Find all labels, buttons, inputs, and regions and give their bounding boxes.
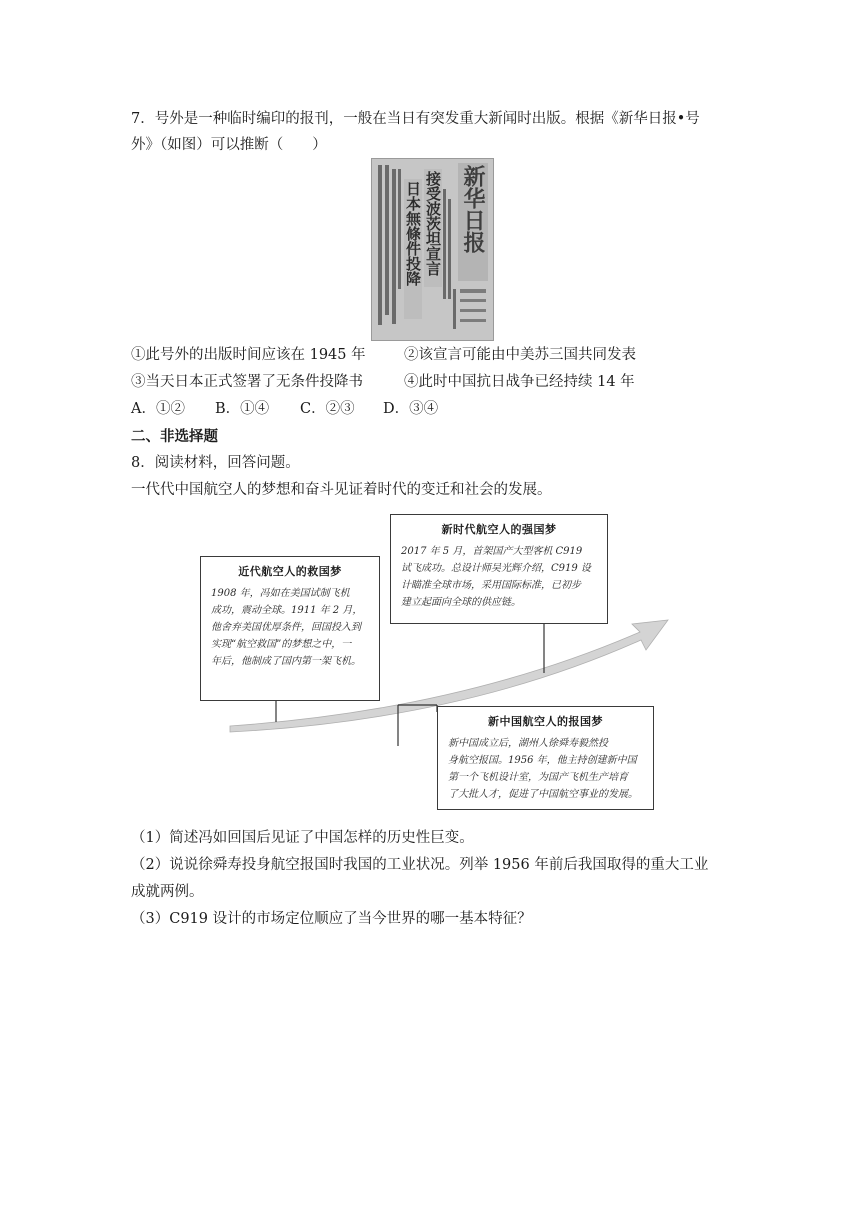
q7-stem-line1: 7．号外是一种临时编印的报刊，一般在当日有突发重大新闻时出版。根据《新华日报•号 bbox=[131, 111, 700, 127]
box-modern-line: 成功，震动全球。1911 年 2 月， bbox=[211, 605, 363, 616]
box-new-era-aviation bbox=[390, 514, 608, 624]
box-new-era-line: 计瞄准全球市场，采用国际标准，已初步 bbox=[401, 580, 581, 591]
box-prc-aviation bbox=[437, 706, 654, 810]
timeline-diagram bbox=[200, 514, 680, 814]
q7-item-3: ③当天日本正式签署了无条件投降书 bbox=[131, 374, 363, 390]
q7-option-a: A．①② bbox=[131, 401, 185, 417]
newspaper-headline-1: 接受波茨坦宣言 bbox=[424, 171, 442, 276]
box-prc-line: 第一个飞机设计室，为国产飞机生产培育 bbox=[448, 772, 628, 783]
newspaper-headline-2: 日本無條件投降 bbox=[404, 181, 422, 286]
newspaper-masthead: 新华日报 bbox=[460, 165, 486, 253]
q8-sub-1: （1）简述冯如回国后见证了中国怎样的历史性巨变。 bbox=[131, 830, 474, 846]
box-new-era-title: 新时代航空人的强国梦 bbox=[441, 523, 557, 536]
box-modern-line: 年后，他制成了国内第一架飞机。 bbox=[211, 656, 361, 667]
q7-option-b: B．①④ bbox=[215, 401, 270, 417]
q7-item-1: ①此号外的出版时间应该在 1945 年 bbox=[131, 347, 366, 363]
section-title: 二、非选择题 bbox=[131, 428, 218, 445]
q7-stem-line2: 外》（如图）可以推断（ ） bbox=[131, 137, 327, 153]
q7-option-c: C．②③ bbox=[300, 401, 355, 417]
box-modern-line: 他舍弃美国优厚条件，回国投入到 bbox=[211, 622, 361, 633]
box-new-era-line: 2017 年 5 月，首架国产大型客机 C919 bbox=[401, 546, 583, 557]
q7-option-d: D．③④ bbox=[383, 401, 439, 417]
box-prc-title: 新中国航空人的报国梦 bbox=[488, 715, 603, 728]
q8-sub-2-line1: （2）说说徐舜寿投身航空报国时我国的工业状况。列举 1956 年前后我国取得的重大工业 bbox=[131, 857, 709, 873]
box-modern-aviation bbox=[200, 556, 380, 701]
box-prc-line: 身航空报国。1956 年，他主持创建新中国 bbox=[448, 755, 637, 766]
q7-item-4: ④此时中国抗日战争已经持续 14 年 bbox=[404, 374, 635, 390]
box-modern-line: 1908 年，冯如在美国试制飞机 bbox=[211, 588, 350, 599]
box-modern-title: 近代航空人的救国梦 bbox=[238, 565, 342, 578]
box-new-era-line: 建立起面向全球的供应链。 bbox=[401, 597, 521, 608]
box-prc-line: 了大批人才，促进了中国航空事业的发展。 bbox=[448, 789, 638, 800]
box-prc-line: 新中国成立后，湖州人徐舜寿毅然投 bbox=[448, 738, 608, 749]
box-modern-line: 实现“航空救国”的梦想之中，一 bbox=[211, 639, 352, 650]
q8-intro: 一代代中国航空人的梦想和奋斗见证着时代的变迁和社会的发展。 bbox=[131, 482, 552, 498]
q8-sub-3: （3）C919 设计的市场定位顺应了当今世界的哪一基本特征？ bbox=[131, 911, 532, 927]
newspaper-extra-image bbox=[371, 158, 494, 341]
box-new-era-line: 试飞成功。总设计师吴光辉介绍，C919 设 bbox=[401, 563, 591, 574]
q7-item-2: ②该宣言可能由中美苏三国共同发表 bbox=[404, 347, 636, 363]
q8-sub-2-line2: 成就两例。 bbox=[131, 884, 204, 900]
q8-stem: 8．阅读材料，回答问题。 bbox=[131, 455, 300, 471]
